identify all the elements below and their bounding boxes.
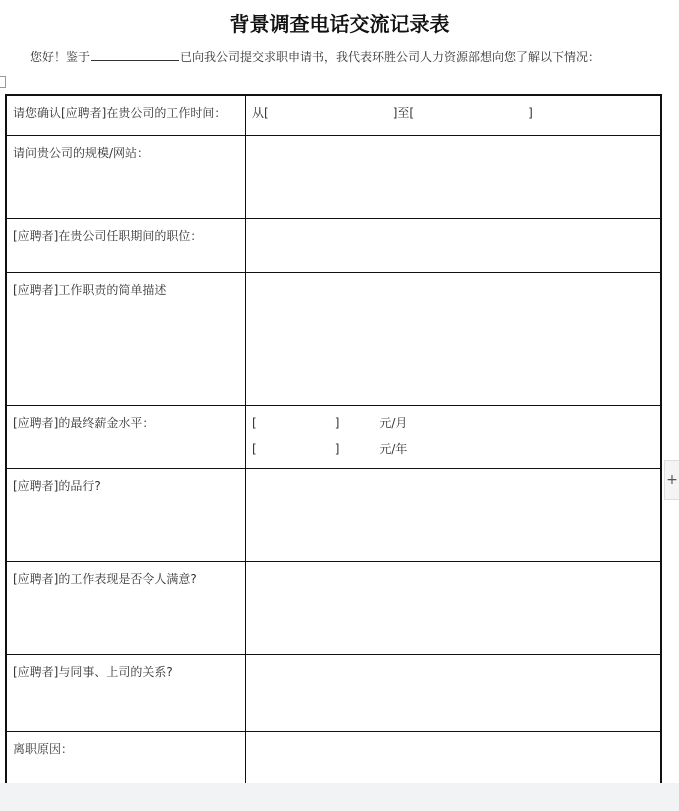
employment-period-field[interactable] — [246, 95, 662, 135]
yearly-unit: 元/年 — [379, 441, 408, 456]
position-field[interactable] — [246, 218, 662, 272]
row-label-relationships: [应聘者]与同事、上司的关系? — [6, 654, 246, 731]
company-scale-field[interactable] — [246, 135, 662, 218]
add-icon[interactable]: + — [664, 460, 679, 500]
page-title: 背景调查电话交流记录表 — [229, 12, 450, 36]
background-check-table — [5, 94, 662, 792]
intro-text — [30, 48, 600, 65]
table-row — [6, 218, 661, 272]
row-label-performance: [应聘者]的工作表现是否令人满意? — [6, 561, 246, 654]
table-row — [6, 468, 661, 561]
intro-after: 已向我公司提交求职申请书，我代表环胜公司人力资源部想向您了解以下情况： — [180, 50, 601, 64]
monthly-unit: 元/月 — [379, 415, 408, 430]
leaving-reason-field[interactable] — [246, 731, 662, 791]
row-label-salary: [应聘者]的最终薪金水平： — [6, 405, 246, 468]
period-to-label: ]至[ — [392, 106, 415, 120]
row-label-character: [应聘者]的品行? — [6, 468, 246, 561]
margin-marker — [0, 76, 6, 88]
table-row — [6, 561, 661, 654]
row-label-employment-period: 请您确认[应聘者]在贵公司的工作时间： — [6, 95, 246, 135]
table-row — [6, 731, 661, 791]
period-from-label: 从[ — [252, 106, 269, 120]
relationships-field[interactable] — [246, 654, 662, 731]
character-field[interactable] — [246, 468, 662, 561]
row-label-position: [应聘者]在贵公司任职期间的职位： — [6, 218, 246, 272]
period-close-bracket: ] — [528, 106, 533, 120]
table-row — [6, 405, 661, 468]
row-label-leaving-reason: 离职原因： — [6, 731, 246, 791]
intro-before: 您好！鉴于 — [30, 50, 91, 64]
bottom-bar — [0, 783, 679, 811]
table-row — [6, 272, 661, 405]
table-row — [6, 95, 661, 135]
performance-field[interactable] — [246, 561, 662, 654]
duties-field[interactable] — [246, 272, 662, 405]
candidate-name-blank[interactable] — [91, 48, 179, 61]
monthly-salary-line: [ ] 元/月 — [252, 415, 408, 430]
table-row — [6, 654, 661, 731]
row-label-duties: [应聘者]工作职责的简单描述 — [6, 272, 246, 405]
yearly-salary-line: [ ] 元/年 — [252, 441, 408, 456]
row-label-company-scale: 请问贵公司的规模/网站： — [6, 135, 246, 218]
table-row — [6, 135, 661, 218]
salary-field[interactable] — [246, 405, 662, 468]
